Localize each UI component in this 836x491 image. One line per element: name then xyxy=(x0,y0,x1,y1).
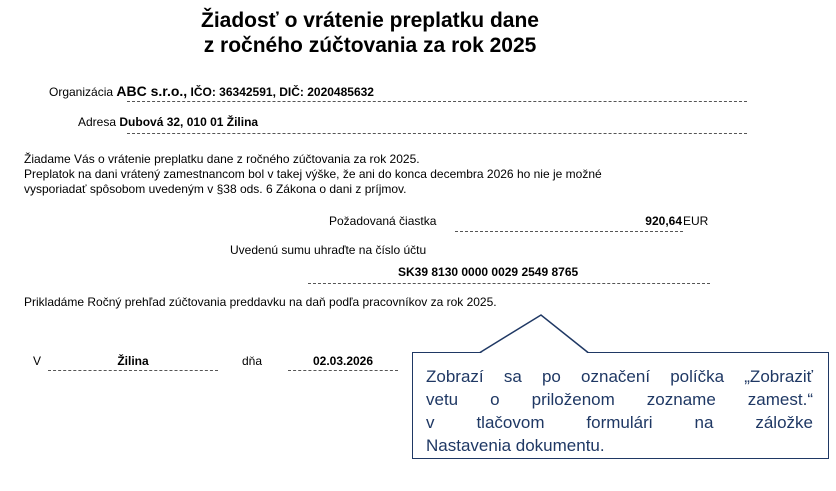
document-title-line1: Žiadosť o vrátenie preplatku dane xyxy=(201,9,539,32)
amount-currency: EUR xyxy=(683,214,709,228)
attachment-sentence: Prikladáme Ročný prehľad zúčtovania preddavku na daň podľa pracovníkov za rok 2025. xyxy=(24,295,497,309)
body-line-3: vysporiadať spôsobom uvedeným v §38 ods. 6 Zákona o dani z príjmov. xyxy=(24,182,407,196)
organization-name: ABC s.r.o., xyxy=(116,83,188,99)
document-title-line2: z ročného zúčtovania za rok 2025 xyxy=(203,34,537,57)
body-line-1: Žiadame Vás o vrátenie preplatku dane z ročného zúčtovania za rok 2025. xyxy=(24,152,420,166)
callout-line-1: Zobrazí sa po označení políčka „Zobraziť xyxy=(426,367,813,386)
callout-text xyxy=(426,365,813,457)
account-number: SK39 8130 0000 0029 2549 8765 xyxy=(398,265,579,279)
date-value: 02.03.2026 xyxy=(312,354,374,368)
callout-line-3: v tlačovom formulári na záložke xyxy=(426,413,813,432)
date-label: dňa xyxy=(242,354,263,368)
organization-ids: IČO: 36342591, DIČ: 2020485632 xyxy=(190,85,374,99)
body-line-2: Preplatok na dani vrátený zamestnancom bol v takej výške, že ani do konca decembra 2026 ho nie je možné xyxy=(24,167,602,181)
callout-line-4: Nastavenia dokumentu. xyxy=(426,436,605,455)
place-value: Žilina xyxy=(117,354,149,368)
account-label: Uvedenú sumu uhraďte na číslo účtu xyxy=(230,243,427,257)
amount-label: Požadovaná čiastka xyxy=(329,214,437,228)
amount-value: 920,64 xyxy=(645,214,682,228)
address-value: Dubová 32, 010 01 Žilina xyxy=(119,115,259,129)
place-label: V xyxy=(33,354,42,368)
address-label: Adresa xyxy=(78,115,117,129)
organization-label: Organizácia xyxy=(49,85,114,99)
callout-line-2: vetu o priloženom zozname zamest.“ xyxy=(426,390,813,409)
